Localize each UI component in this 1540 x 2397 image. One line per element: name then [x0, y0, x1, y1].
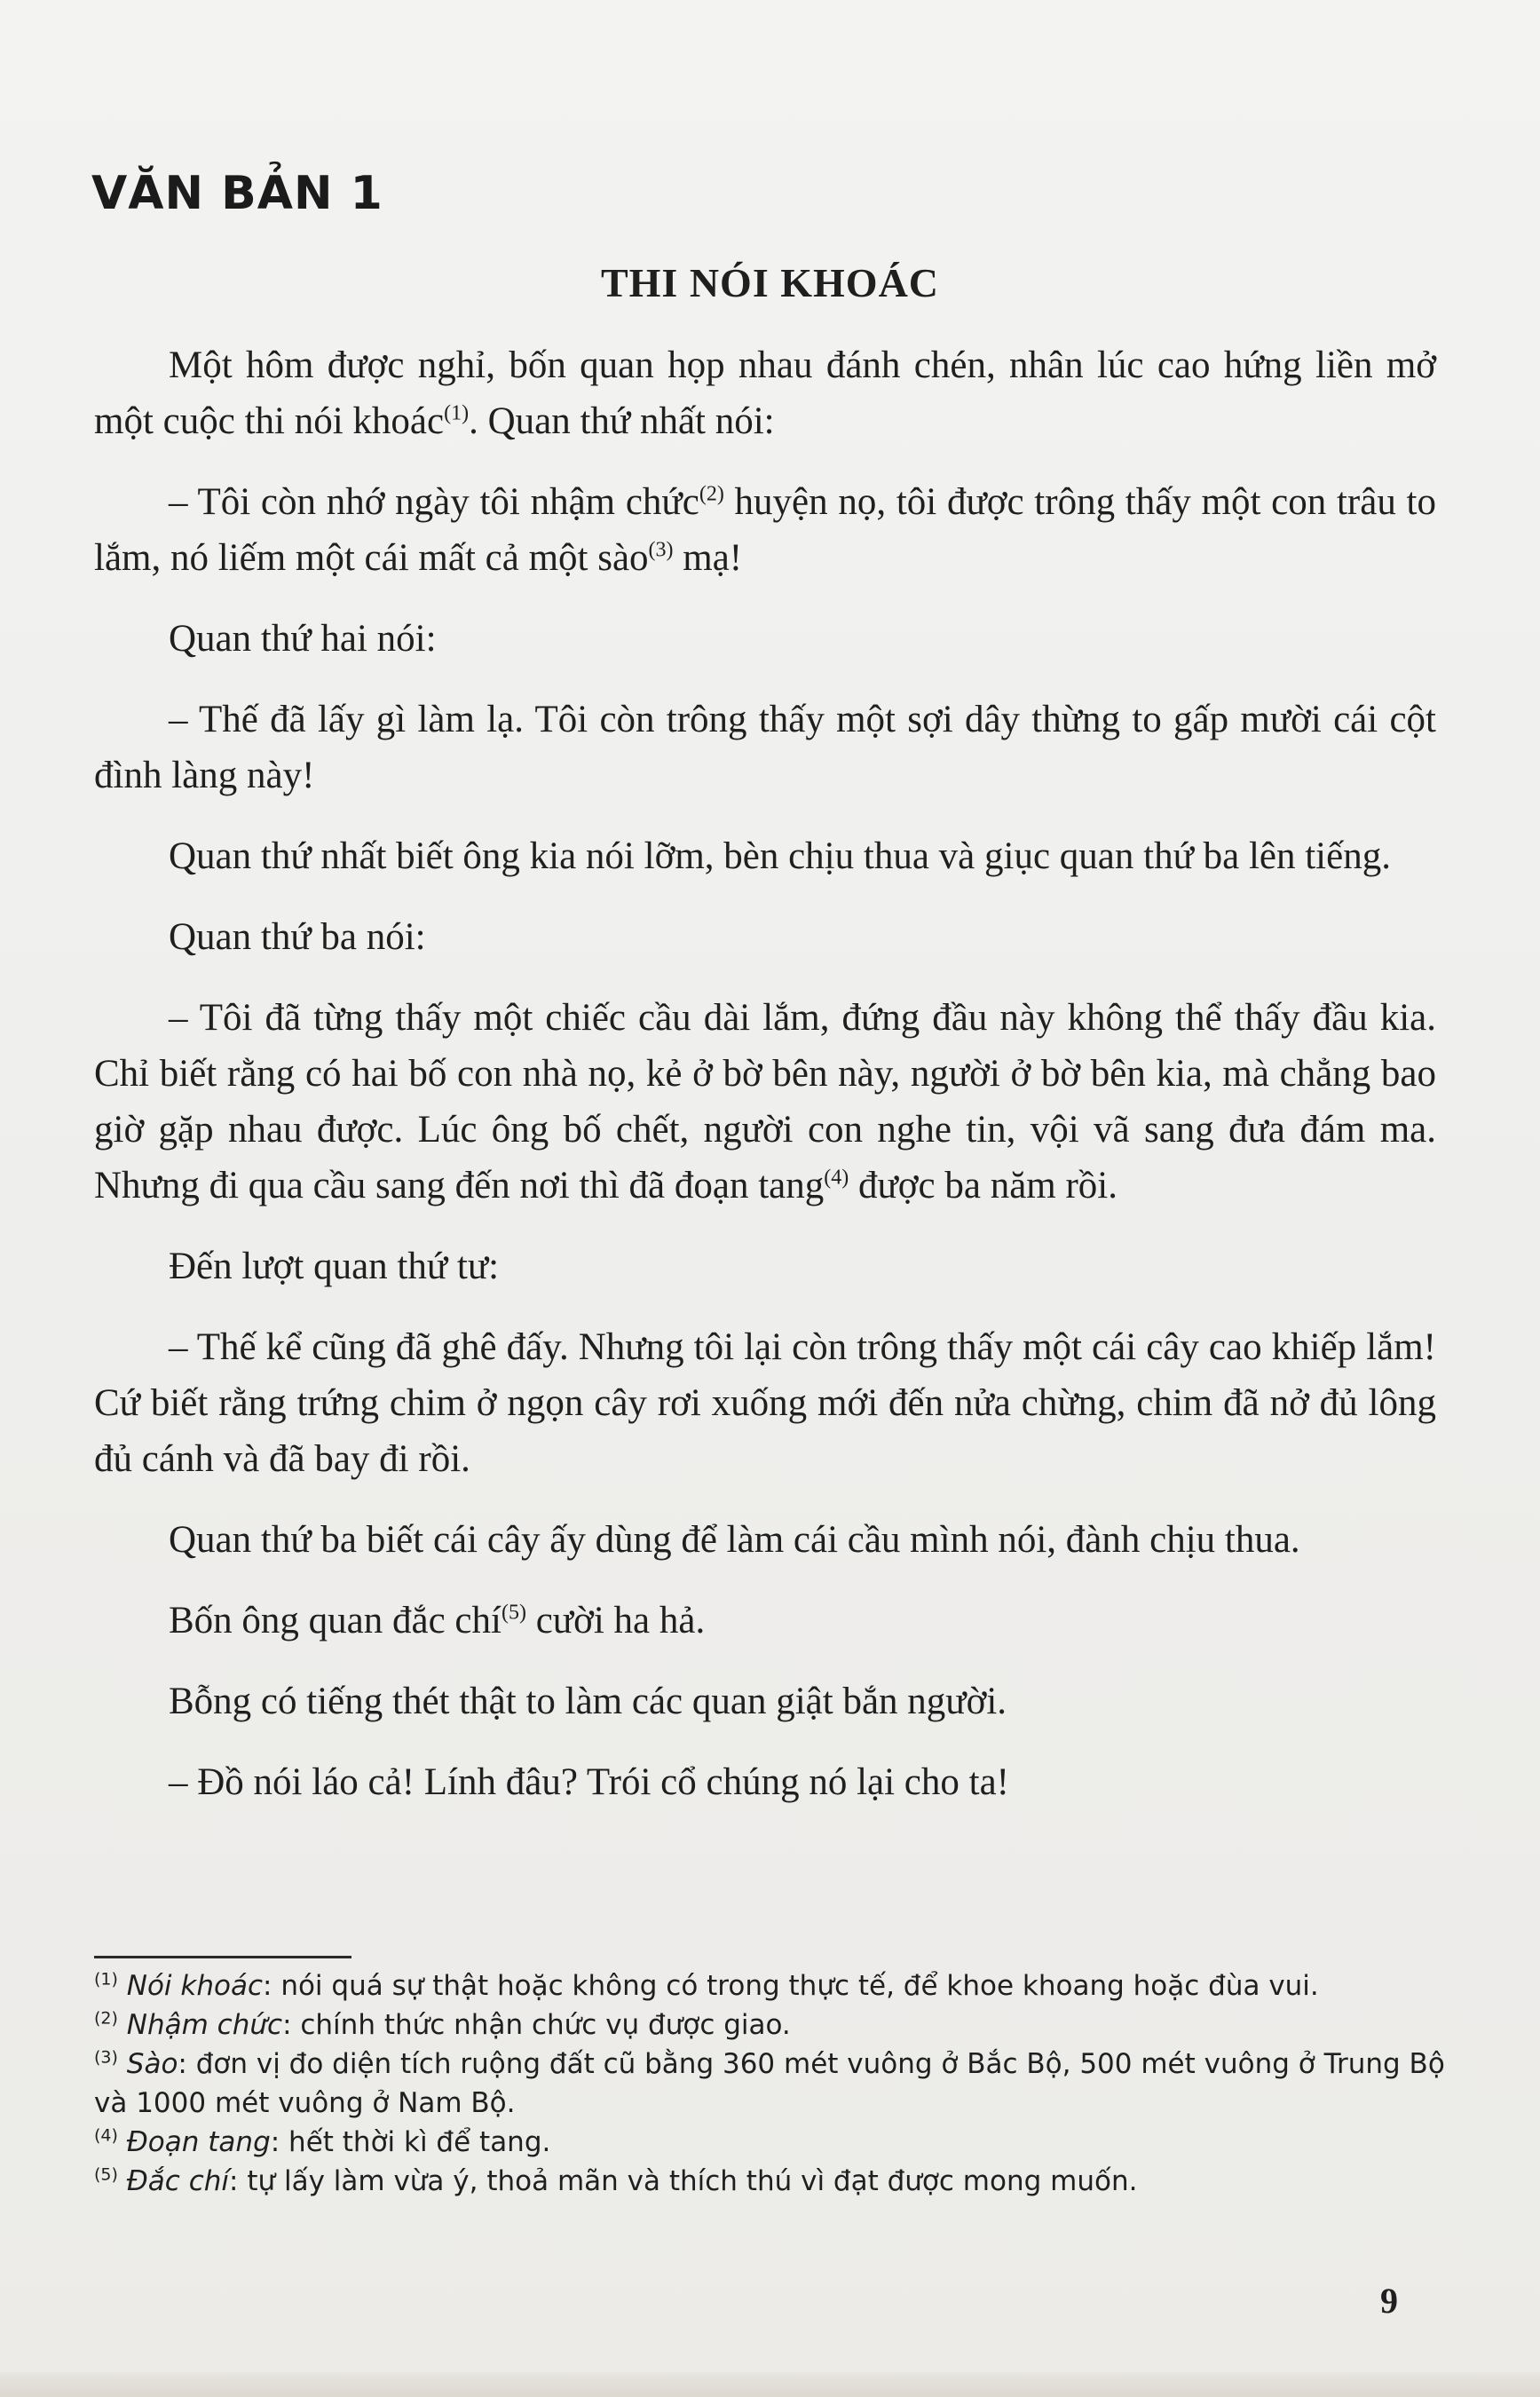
page-number: 9 [1380, 2281, 1398, 2321]
footnote-term: Nhậm chức [126, 2009, 283, 2041]
footnote-ref: (5) [501, 1601, 526, 1625]
footnote-term: Đắc chí [126, 2165, 230, 2197]
paragraph-text: huyện nọ, tôi được trông thấy một con trâu to lắm, nó liếm một cái mất cả một sào [94, 481, 1436, 579]
paragraph-13: – Đồ nói láo cả! Lính đâu? Trói cổ chúng nó lại cho ta! [169, 1761, 1009, 1803]
paragraph-text: Một hôm được nghỉ, bốn quan họp nhau đánh chén, nhân lúc cao hứng liền mở một cuộc thi nói khoác [94, 344, 1436, 442]
footnote-number: (3) [94, 2047, 118, 2068]
footnote-ref: (4) [824, 1166, 849, 1190]
paragraph-2 [94, 474, 1436, 586]
footnote-text: : đơn vị đo diện tích ruộng đất cũ bằng 360 mét vuông ở Bắc Bộ, 500 mét vuông ở Trung Bộ và 1000 mét vuông ở Nam Bộ. [94, 2048, 1445, 2119]
footnote-text: : hết thời kì để tang. [270, 2126, 551, 2158]
paragraph-6: Quan thứ ba nói: [169, 916, 426, 958]
footnote-5 [94, 2162, 1461, 2201]
paragraph-text: Bốn ông quan đắc chí [169, 1600, 501, 1642]
story-body [94, 337, 1436, 1835]
paragraph-text: được ba năm rồi. [849, 1165, 1117, 1206]
story-title-text: THI NÓI KHOÁC [600, 260, 940, 305]
page-bottom-edge [0, 2372, 1540, 2397]
paragraph-text: mạ! [673, 537, 743, 579]
paragraph-4: – Thế đã lấy gì làm lạ. Tôi còn trông thấy một sợi dây thừng to gấp mười cái cột đình làng này! [94, 699, 1436, 796]
paragraph-text: . Quan thứ nhất nói: [469, 400, 775, 442]
paragraph-3: Quan thứ hai nói: [169, 618, 437, 660]
story-title [0, 259, 1540, 306]
footnote-number: (1) [94, 1969, 118, 1990]
paragraph-text: – Tôi còn nhớ ngày tôi nhậm chức [169, 481, 699, 523]
footnote-2 [94, 2005, 1461, 2045]
paragraph-5: Quan thứ nhất biết ông kia nói lỡm, bèn chịu thua và giục quan thứ ba lên tiếng. [169, 835, 1391, 877]
footnote-4 [94, 2123, 1461, 2162]
footnote-ref: (1) [444, 401, 470, 425]
footnote-ref: (2) [699, 482, 724, 506]
footnote-text: : chính thức nhận chức vụ được giao. [282, 2009, 791, 2041]
paragraph-10: Quan thứ ba biết cái cây ấy dùng để làm cái cầu mình nói, đành chịu thua. [169, 1519, 1300, 1561]
footnote-ref: (3) [648, 538, 674, 562]
footnote-number: (5) [94, 2164, 118, 2185]
paragraph-11 [94, 1593, 1436, 1649]
footnote-divider [94, 1956, 351, 1958]
footnote-number: (4) [94, 2125, 118, 2146]
paragraph-text: cười ha hả. [525, 1600, 706, 1642]
footnote-text: : tự lấy làm vừa ý, thoả mãn và thích thú vì đạt được mong muốn. [229, 2165, 1138, 2197]
footnote-number: (2) [94, 2008, 118, 2029]
footnote-text: : nói quá sự thật hoặc không có trong thực tế, để khoe khoang hoặc đùa vui. [263, 1970, 1319, 2002]
footnote-term: Nói khoác [126, 1970, 264, 2002]
paragraph-8: Đến lượt quan thứ tư: [169, 1246, 500, 1287]
paragraph-12: Bỗng có tiếng thét thật to làm các quan giật bắn người. [169, 1681, 1007, 1722]
footnote-term: Sào [126, 2048, 178, 2080]
paragraph-9: – Thế kể cũng đã ghê đấy. Nhưng tôi lại còn trông thấy một cái cây cao khiếp lắm! Cứ biết rằng trứng chim ở ngọn cây rơi xuống mới đến nửa chừng, chim đã nở đủ lông đủ cánh và đã bay đi rồi. [94, 1326, 1436, 1480]
footnote-term: Đoạn tang [126, 2126, 271, 2158]
paragraph-7 [94, 990, 1436, 1214]
footnote-1 [94, 1966, 1461, 2005]
footnotes [94, 1966, 1461, 2201]
paragraph-text: – Tôi đã từng thấy một chiếc cầu dài lắm, đứng đầu này không thể thấy đầu kia. Chỉ biết rằng có hai bố con nhà nọ, kẻ ở bờ bên này, người ở bờ bên kia, mà chẳng bao giờ gặp nhau được. Lúc ông bố chết, người con nghe tin, vội vã sang đưa đám ma. Nhưng đi qua cầu sang đến nơi thì đã đoạn tang [94, 997, 1436, 1206]
footnote-3 [94, 2045, 1461, 2123]
paragraph-1 [94, 337, 1436, 449]
section-heading: VĂN BẢN 1 [91, 167, 383, 220]
